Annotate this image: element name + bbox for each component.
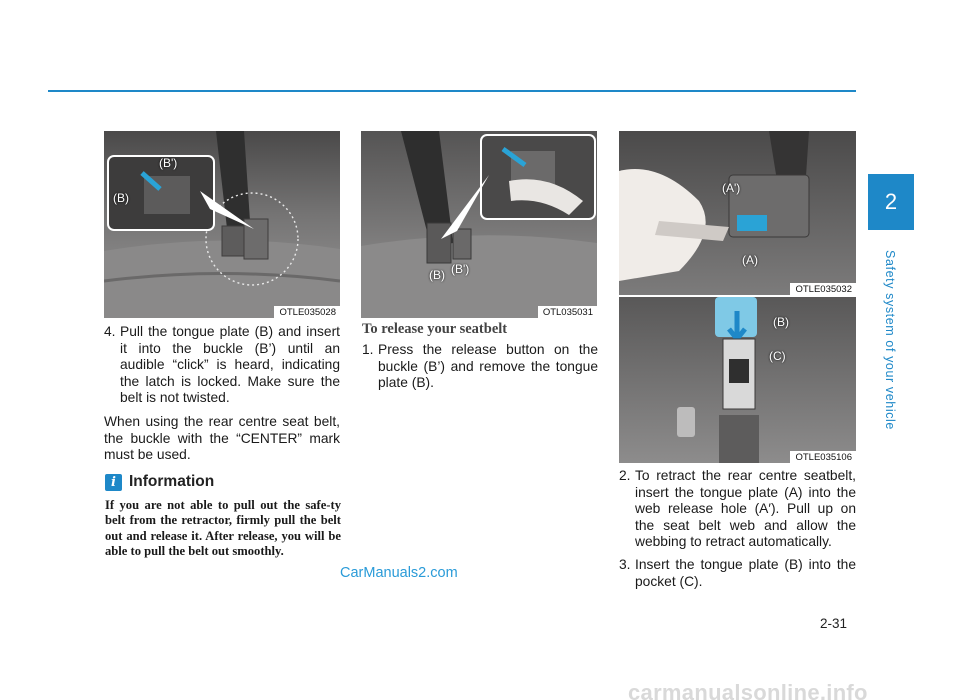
watermark-link-carmanualsonline[interactable]: carmanualsonline.info — [628, 680, 868, 700]
step-3-number: 3. — [619, 556, 631, 572]
page-number: 2-31 — [820, 616, 848, 631]
figure-pocket — [619, 297, 856, 463]
figure1-code: OTLE035028 — [274, 306, 340, 318]
step-2-text: To retract the rear centre seatbelt, insert the tongue plate (A) into the web release hole (A′). Pull up on the seat belt web and allow the webbing to retract automatically. — [635, 468, 856, 550]
watermark-link-carmanuals2[interactable]: CarManuals2.com — [340, 565, 458, 581]
figure2-label-b-prime: (B') — [451, 262, 470, 276]
chapter-number: 2 — [884, 189, 898, 214]
step-4-text: Pull the tongue plate (B) and insert it into the buckle (B’) until an audible “click” is heard, indicating the latch is locked. Make sure the belt is not twisted. — [120, 324, 340, 406]
step-3 — [619, 557, 856, 590]
figure-web-release-illustration — [619, 131, 856, 295]
figure-buckle-insert-illustration — [104, 131, 340, 318]
chapter-title: Safety system of your vehicle — [883, 250, 897, 430]
figure-pocket-illustration — [619, 297, 856, 463]
release-heading: To release your seatbelt — [362, 321, 508, 337]
figure-web-release — [619, 131, 856, 295]
information-header — [105, 473, 214, 491]
right-column — [619, 468, 856, 590]
step-1-text: Press the release button on the buckle (B’) and remove the tongue plate (B). — [378, 342, 598, 391]
info-icon: i — [105, 474, 122, 491]
step-2-number: 2. — [619, 468, 631, 483]
figure4-code: OTLE035106 — [790, 451, 856, 463]
middle-column — [362, 342, 598, 392]
step-4 — [104, 324, 340, 407]
information-body: If you are not able to pull out the safe-ty belt from the retractor, firmly pull the belt out and release it. After release, you will be able to pull the belt out smoothly. — [105, 498, 341, 558]
left-column — [104, 324, 340, 464]
figure-release-button-illustration — [361, 131, 597, 318]
figure-release-button — [361, 131, 597, 318]
figure2-label-b: (B) — [429, 268, 445, 282]
figure3-label-a: (A) — [742, 253, 758, 267]
figure4-label-c: (C) — [769, 349, 786, 363]
figure-buckle-insert — [104, 131, 340, 318]
figure2-code: OTL035031 — [538, 306, 597, 318]
chapter-tab[interactable] — [868, 174, 914, 230]
information-title: Information — [129, 473, 215, 490]
step-4-number: 4. — [104, 324, 116, 339]
chapter-title-vertical — [870, 240, 910, 440]
step-2 — [619, 468, 856, 551]
center-belt-note: When using the rear centre seat belt, the buckle with the “CENTER” mark must be used. — [104, 413, 340, 463]
header-rule — [48, 90, 856, 92]
figure4-label-b: (B) — [773, 315, 789, 329]
step-1 — [362, 342, 598, 392]
figure1-label-b-prime: (B') — [159, 156, 178, 170]
figure3-code: OTLE035032 — [790, 283, 856, 295]
figure1-label-b: (B) — [113, 191, 129, 205]
step-3-text: Insert the tongue plate (B) into the pocket (C). — [635, 556, 856, 589]
step-1-number: 1. — [362, 342, 374, 357]
figure3-label-a-prime: (A') — [722, 181, 741, 195]
